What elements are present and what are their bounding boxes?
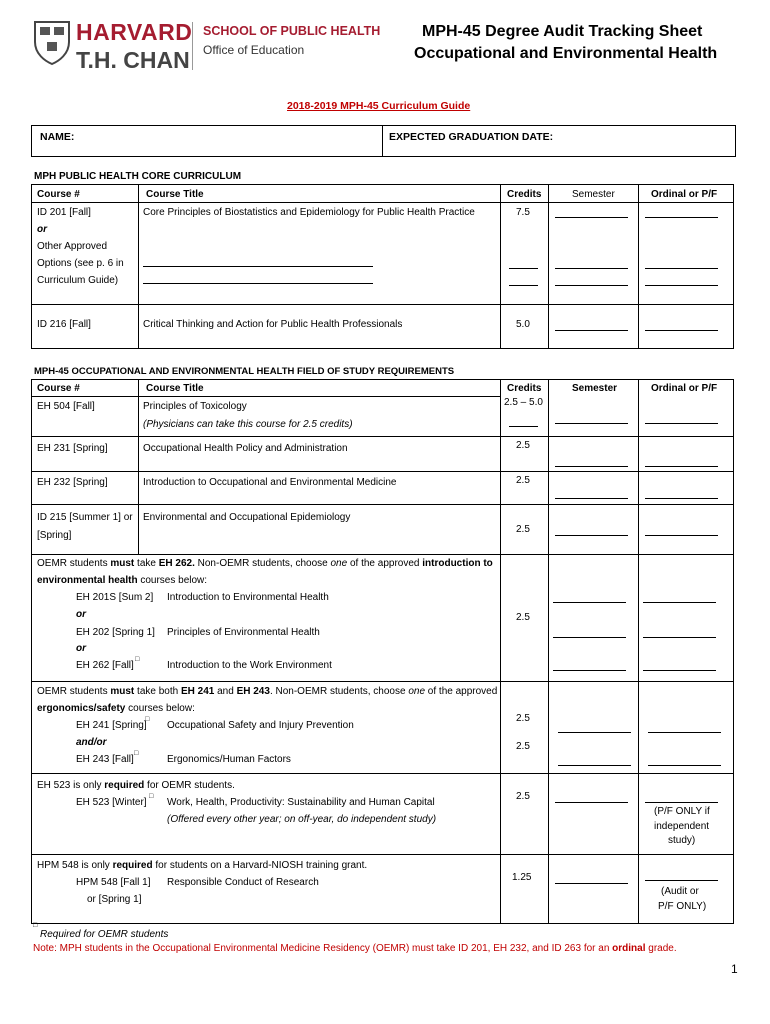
other-title-blank-1[interactable] <box>143 266 373 267</box>
core-col-2 <box>500 184 501 348</box>
intro-instructions-line2: environmental health courses below: <box>37 575 208 586</box>
eh202-grade-blank[interactable] <box>643 637 716 638</box>
other-semester-blank-1[interactable] <box>555 268 628 269</box>
core-header-title: Course Title <box>146 189 204 200</box>
id216-grade-blank[interactable] <box>645 330 718 331</box>
intro-or-1: or <box>76 609 86 620</box>
ergo-andor: and/or <box>76 737 107 748</box>
school-name: SCHOOL OF PUBLIC HEALTH <box>203 24 381 38</box>
intro-credits: 2.5 <box>516 612 530 623</box>
logo-divider <box>192 22 193 70</box>
eh523-course: EH 523 [Winter] <box>76 797 147 808</box>
eh243-title: Ergonomics/Human Factors <box>167 754 291 765</box>
field-col-2 <box>500 379 501 924</box>
core-col-0 <box>31 184 32 348</box>
id216-title: Critical Thinking and Action for Public Health Professionals <box>143 319 403 330</box>
eh523-grade-note-1: (P/F ONLY if <box>654 806 710 817</box>
eh201-course: EH 201S [Sum 2] <box>76 592 154 603</box>
field-header-semester: Semester <box>572 383 618 394</box>
eh523-rule <box>31 854 734 855</box>
eh243-semester-blank[interactable] <box>558 765 631 766</box>
eh202-semester-blank[interactable] <box>553 637 626 638</box>
eh262-semester-blank[interactable] <box>553 670 626 671</box>
eh231-credits: 2.5 <box>516 440 530 451</box>
eh523-note: (Offered every other year; on off-year, do independent study) <box>167 814 437 825</box>
eh523-credits: 2.5 <box>516 791 530 802</box>
id216-credits: 5.0 <box>516 319 530 330</box>
other-credits-blank-2[interactable] <box>509 285 538 286</box>
other-title-blank-2[interactable] <box>143 283 373 284</box>
core-or: or <box>37 224 47 235</box>
core-col-3 <box>548 184 549 348</box>
graduation-date-field[interactable] <box>555 128 730 152</box>
field-header-credits: Credits <box>507 383 542 394</box>
page-subtitle: Occupational and Environmental Health <box>414 45 718 62</box>
eh523-instructions: EH 523 is only required for OEMR students. <box>37 780 235 791</box>
field-top-rule <box>31 379 734 380</box>
hpm548-title: Responsible Conduct of Research <box>167 877 319 888</box>
eh202-course: EH 202 [Spring 1] <box>76 627 155 638</box>
core-header-credits: Credits <box>507 189 542 200</box>
eh201-semester-blank[interactable] <box>553 602 626 603</box>
required-mark-icon: □ <box>134 750 139 757</box>
eh523-title: Work, Health, Productivity: Sustainability and Human Capital <box>167 797 435 808</box>
eh241-course: EH 241 [Spring] <box>76 720 147 731</box>
hpm548-grade-note-2: P/F ONLY) <box>658 901 707 912</box>
eh523-grade-note-2: independent <box>654 821 710 832</box>
office-name: Office of Education <box>203 43 305 57</box>
intro-or-2: or <box>76 643 86 654</box>
eh262-grade-blank[interactable] <box>643 670 716 671</box>
core-col-5 <box>733 184 734 348</box>
eh504-semester-blank[interactable] <box>555 423 628 424</box>
eh232-grade-blank[interactable] <box>645 498 718 499</box>
name-box-divider <box>382 125 383 157</box>
field-col-0 <box>31 379 32 924</box>
ergo-instructions: OEMR students must take both EH 241 and EH 243. Non-OEMR students, choose one of the approved <box>37 686 498 697</box>
eh201-grade-blank[interactable] <box>643 602 716 603</box>
eh231-title: Occupational Health Policy and Administration <box>143 443 348 454</box>
id215-semester-blank[interactable] <box>555 535 628 536</box>
id215-course-line2: [Spring] <box>37 530 72 541</box>
hpm548-grade-blank[interactable] <box>645 880 718 881</box>
other-options-line2: Options (see p. 6 in <box>37 258 124 269</box>
other-options-line3: Curriculum Guide) <box>37 275 119 286</box>
field-col-5 <box>733 379 734 924</box>
core-header-rule <box>31 202 734 203</box>
field-header-grade: Ordinal or P/F <box>651 383 718 394</box>
eh241-title: Occupational Safety and Injury Prevention <box>167 720 354 731</box>
core-col-4 <box>638 184 639 348</box>
eh231-course: EH 231 [Spring] <box>37 443 108 454</box>
other-credits-blank-1[interactable] <box>509 268 538 269</box>
logo-harvard-text: HARVARD <box>76 19 193 45</box>
hpm548-credits: 1.25 <box>512 872 532 883</box>
id216-semester-blank[interactable] <box>555 330 628 331</box>
id215-title: Environmental and Occupational Epidemiology <box>143 512 351 523</box>
name-label: NAME: <box>40 131 75 143</box>
core-header-grade: Ordinal or P/F <box>651 189 718 200</box>
core-header-semester: Semester <box>572 189 615 200</box>
id216-course: ID 216 [Fall] <box>37 319 91 330</box>
intro-rule <box>31 681 734 682</box>
page-number: 1 <box>731 962 738 976</box>
footnote-text: Required for OEMR students <box>40 929 169 940</box>
other-semester-blank-2[interactable] <box>555 285 628 286</box>
eh241-semester-blank[interactable] <box>558 732 631 733</box>
logo-chan-text: T.H. CHAN <box>76 47 190 73</box>
eh243-credits: 2.5 <box>516 741 530 752</box>
other-options-line1: Other Approved <box>37 241 108 252</box>
eh241-grade-blank[interactable] <box>648 732 721 733</box>
id201-credits: 7.5 <box>516 207 530 218</box>
id215-grade-blank[interactable] <box>645 535 718 536</box>
field-col-4 <box>638 379 639 924</box>
eh262-title: Introduction to the Work Environment <box>167 660 332 671</box>
id215-course: ID 215 [Summer 1] or <box>37 512 133 523</box>
footnote-mark-icon: □ <box>33 922 38 929</box>
intro-instructions: OEMR students must take EH 262. Non-OEMR students, choose one of the approved introduction to <box>37 558 493 569</box>
eh504-credits-blank[interactable] <box>509 426 538 427</box>
field-header-course: Course # <box>37 383 80 394</box>
eh201-title: Introduction to Environmental Health <box>167 592 329 603</box>
eh262-course: EH 262 [Fall] <box>76 660 134 671</box>
eh232-credits: 2.5 <box>516 475 530 486</box>
eh504-credits: 2.5 – 5.0 <box>504 397 543 408</box>
hpm548-course: HPM 548 [Fall 1] <box>76 877 151 888</box>
eh243-grade-blank[interactable] <box>648 765 721 766</box>
shield-icon <box>33 20 71 66</box>
field-col-1 <box>138 379 139 554</box>
hpm548-instructions: HPM 548 is only required for students on a Harvard-NIOSH training grant. <box>37 860 368 871</box>
eh231-grade-blank[interactable] <box>645 466 718 467</box>
eh504-rule <box>31 436 734 437</box>
other-grade-blank-2[interactable] <box>645 285 718 286</box>
id201-grade-blank[interactable] <box>645 217 718 218</box>
hpm548-grade-note-1: (Audit or <box>661 886 699 897</box>
eh232-course: EH 232 [Spring] <box>37 477 108 488</box>
oemr-note: Note: MPH students in the Occupational Environmental Medicine Residency (OEMR) must take ID 201, EH 232, and ID 263 for an ordinal grade. <box>33 943 677 954</box>
core-row-rule <box>31 304 734 305</box>
ergo-instructions-line2: ergonomics/safety courses below: <box>37 703 195 714</box>
required-mark-icon: □ <box>149 793 154 800</box>
eh202-title: Principles of Environmental Health <box>167 627 320 638</box>
eh523-grade-blank[interactable] <box>645 802 718 803</box>
field-col-3 <box>548 379 549 924</box>
id201-course: ID 201 [Fall] <box>37 207 91 218</box>
required-mark-icon: □ <box>135 656 140 663</box>
id201-title: Core Principles of Biostatistics and Epidemiology for Public Health Practice <box>143 207 475 218</box>
core-col-1 <box>138 184 139 348</box>
core-section-title: MPH PUBLIC HEALTH CORE CURRICULUM <box>34 171 242 182</box>
eh504-course: EH 504 [Fall] <box>37 401 95 412</box>
eh243-course: EH 243 [Fall] <box>76 754 134 765</box>
core-bottom-rule <box>31 348 734 349</box>
field-bottom-rule <box>31 923 734 924</box>
eh232-title: Introduction to Occupational and Environmental Medicine <box>143 477 397 488</box>
name-field[interactable] <box>100 128 375 152</box>
page-title: MPH-45 Degree Audit Tracking Sheet <box>422 23 703 40</box>
core-header-course: Course # <box>37 189 80 200</box>
eh523-semester-blank[interactable] <box>555 802 628 803</box>
eh232-semester-blank[interactable] <box>555 498 628 499</box>
id201-semester-blank[interactable] <box>555 217 628 218</box>
eh241-credits: 2.5 <box>516 713 530 724</box>
field-header-rule <box>31 396 501 397</box>
required-mark-icon: □ <box>145 716 150 723</box>
core-top-rule <box>31 184 734 185</box>
eh231-rule <box>31 471 734 472</box>
curriculum-guide-link[interactable]: 2018-2019 MPH-45 Curriculum Guide <box>287 100 471 112</box>
graduation-date-label: EXPECTED GRADUATION DATE: <box>389 131 554 143</box>
eh231-semester-blank[interactable] <box>555 466 628 467</box>
field-header-title: Course Title <box>146 383 204 394</box>
id215-credits: 2.5 <box>516 524 530 535</box>
ergo-rule <box>31 773 734 774</box>
eh232-rule <box>31 504 734 505</box>
eh504-title: Principles of Toxicology <box>143 401 247 412</box>
other-grade-blank-1[interactable] <box>645 268 718 269</box>
hpm548-course-line2: or [Spring 1] <box>87 894 142 905</box>
eh523-grade-note-3: study) <box>668 835 696 846</box>
hpm548-semester-blank[interactable] <box>555 883 628 884</box>
eh504-grade-blank[interactable] <box>645 423 718 424</box>
field-section-title: MPH-45 OCCUPATIONAL AND ENVIRONMENTAL HEALTH FIELD OF STUDY REQUIREMENTS <box>34 366 455 377</box>
id215-rule <box>31 554 734 555</box>
eh504-note: (Physicians can take this course for 2.5 credits) <box>143 419 353 430</box>
